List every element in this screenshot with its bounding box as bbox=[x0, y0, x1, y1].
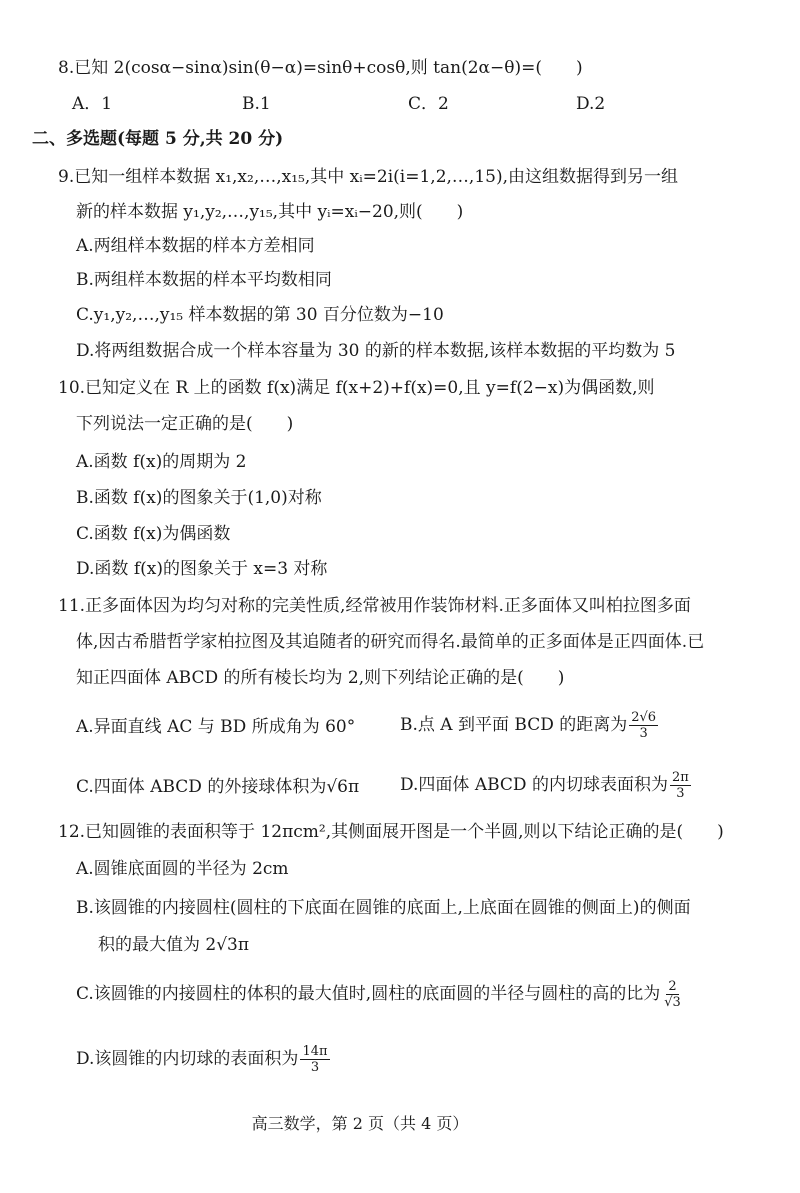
q9-option-a: A.两组样本数据的样本方差相同 bbox=[76, 236, 315, 256]
q12-option-b-line1: B.该圆锥的内接圆柱(圆柱的下底面在圆锥的底面上,上底面在圆锥的侧面上)的侧面 bbox=[76, 898, 691, 918]
q8-stem: 8.已知 2(cosα−sinα)sin(θ−α)=sinθ+cosθ,则 tan(2α−θ)=( ) bbox=[58, 58, 583, 78]
fraction-denominator: √3 bbox=[664, 995, 681, 1010]
q10-option-a: A.函数 f(x)的周期为 2 bbox=[76, 452, 247, 472]
q10-line2: 下列说法一定正确的是( ) bbox=[76, 414, 294, 434]
q12-option-c-text: C.该圆锥的内接圆柱的体积的最大值时,圆柱的底面圆的半径与圆柱的高的比为 bbox=[76, 984, 661, 1004]
q9-option-d: D.将两组数据合成一个样本容量为 30 的新的样本数据,该样本数据的平均数为 5 bbox=[76, 341, 676, 361]
q11-line1: 11.正多面体因为均匀对称的完美性质,经常被用作装饰材料.正多面体又叫柏拉图多面 bbox=[58, 596, 691, 616]
fraction-denominator: 3 bbox=[310, 1060, 320, 1075]
q11-option-b-fraction bbox=[629, 710, 658, 741]
q11-option-b-text: B.点 A 到平面 BCD 的距离为 bbox=[400, 715, 628, 735]
q10-option-b: B.函数 f(x)的图象关于(1,0)对称 bbox=[76, 488, 322, 508]
q8-option-c: C．2 bbox=[408, 94, 449, 114]
fraction-denominator: 3 bbox=[639, 726, 648, 741]
q12-option-b-line2: 积的最大值为 2√3π bbox=[98, 935, 250, 955]
q8-option-d: D.2 bbox=[576, 94, 606, 114]
section-title: 二、多选题(每题 5 分,共 20 分) bbox=[32, 129, 284, 149]
q10-option-d: D.函数 f(x)的图象关于 x=3 对称 bbox=[76, 559, 328, 579]
q12-line1: 12.已知圆锥的表面积等于 12πcm²,其侧面展开图是一个半圆,则以下结论正确的是( ) bbox=[58, 822, 724, 842]
q12-option-a: A.圆锥底面圆的半径为 2cm bbox=[76, 859, 289, 879]
fraction-denominator: 3 bbox=[676, 786, 685, 801]
q9-line2: 新的样本数据 y₁,y₂,…,y₁₅,其中 yᵢ=xᵢ−20,则( ) bbox=[76, 202, 464, 222]
q12-option-c-fraction bbox=[662, 979, 683, 1010]
q8-option-a: A．1 bbox=[72, 94, 113, 114]
q11-option-c: C.四面体 ABCD 的外接球体积为√6π bbox=[76, 777, 360, 797]
q12-option-d-fraction bbox=[300, 1044, 329, 1075]
fraction-numerator: 2 bbox=[668, 979, 677, 994]
q12-option-d bbox=[76, 1038, 332, 1080]
q9-option-c: C.y₁,y₂,…,y₁₅ 样本数据的第 30 百分位数为−10 bbox=[76, 305, 444, 325]
q12-option-c bbox=[76, 973, 685, 1015]
q9-line1: 9.已知一组样本数据 x₁,x₂,…,x₁₅,其中 xᵢ=2i(i=1,2,…,15),由这组数据得到另一组 bbox=[58, 167, 678, 187]
q8-option-b: B.1 bbox=[242, 94, 271, 114]
q11-option-a: A.异面直线 AC 与 BD 所成角为 60° bbox=[76, 717, 356, 737]
page-footer: 高三数学，第 2 页（共 4 页） bbox=[251, 1114, 469, 1133]
q10-option-c: C.函数 f(x)为偶函数 bbox=[76, 524, 231, 544]
fraction-numerator: 2√6 bbox=[631, 710, 657, 725]
q11-option-d-text: D.四面体 ABCD 的内切球表面积为 bbox=[400, 775, 668, 795]
q11-line3: 知正四面体 ABCD 的所有棱长均为 2,则下列结论正确的是( ) bbox=[76, 668, 565, 688]
q11-option-b bbox=[400, 705, 660, 745]
q11-option-d bbox=[400, 765, 693, 805]
q9-option-b: B.两组样本数据的样本平均数相同 bbox=[76, 270, 332, 290]
fraction-numerator: 14π bbox=[302, 1044, 328, 1059]
q10-line1: 10.已知定义在 R 上的函数 f(x)满足 f(x+2)+f(x)=0,且 y=f(2−x)为偶函数,则 bbox=[58, 378, 655, 398]
fraction-numerator: 2π bbox=[671, 770, 689, 785]
q11-line2: 体,因古希腊哲学家柏拉图及其追随者的研究而得名.最简单的正多面体是正四面体.已 bbox=[76, 632, 705, 652]
q11-option-d-fraction bbox=[670, 770, 691, 801]
q12-option-d-text: D.该圆锥的内切球的表面积为 bbox=[76, 1049, 299, 1069]
